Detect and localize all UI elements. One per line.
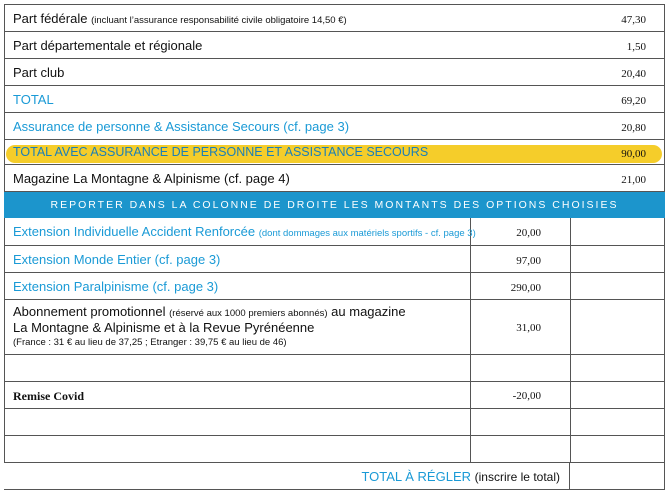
fee-amount: 20,40 — [621, 68, 646, 80]
option-label: Extension Monde Entier (cf. page 3) — [13, 252, 221, 267]
fee-label: TOTAL — [13, 92, 54, 107]
fee-row-departemental — [4, 32, 665, 59]
fee-amount: 21,00 — [621, 174, 646, 186]
total-regler-note: (inscrire le total) — [474, 470, 560, 484]
fee-label: Assurance de personne & Assistance Secours (cf. page 3) — [13, 119, 350, 134]
blank-row — [4, 436, 665, 463]
total-regler-row — [4, 463, 665, 490]
options-banner: REPORTER DANS LA COLONNE DE DROITE LES MONTANTS DES OPTIONS CHOISIES — [4, 192, 665, 218]
fee-row-magazine — [4, 165, 665, 192]
fee-row-total-assurance — [4, 140, 665, 165]
fee-row-assurance — [4, 113, 665, 140]
total-regler-label: TOTAL À RÉGLER — [361, 469, 472, 484]
fee-amount: 1,50 — [626, 41, 646, 53]
blank-row — [4, 355, 665, 382]
fee-row-club — [4, 59, 665, 86]
fee-label: Part départementale et régionale — [13, 38, 203, 53]
membership-fee-form — [4, 4, 665, 490]
fee-note: (incluant l’assurance responsabilité civile obligatoire 14,50 €) — [91, 15, 347, 26]
total-regler-input[interactable] — [570, 463, 664, 489]
option-amount: 97,00 — [516, 255, 541, 267]
fee-row-total — [4, 86, 665, 113]
fee-label: Part club — [13, 65, 65, 80]
option-row-accident — [4, 218, 665, 246]
option-amount: 290,00 — [510, 282, 541, 294]
remise-amount: -20,00 — [512, 390, 541, 402]
remise-row — [4, 382, 665, 409]
fee-amount: 90,00 — [621, 148, 646, 160]
fee-label: Part fédérale — [13, 11, 88, 26]
option-note: (dont dommages aux matériels sportifs - cf. page 3) — [258, 228, 476, 239]
fee-row-federal — [4, 4, 665, 32]
abonnement-note: (réservé aux 1000 premiers abonnés) — [169, 308, 328, 319]
abonnement-subtitle: La Montagne & Alpinisme et à la Revue Pyrénéenne — [13, 320, 315, 335]
abonnement-title-end: au magazine — [331, 304, 406, 319]
fee-amount: 69,20 — [621, 95, 646, 107]
fee-label: Magazine La Montagne & Alpinisme (cf. page 4) — [13, 171, 290, 186]
option-amount: 31,00 — [516, 322, 541, 334]
fee-amount: 47,30 — [621, 14, 646, 26]
option-row-abonnement — [4, 300, 665, 355]
abonnement-prices: (France : 31 € au lieu de 37,25 ; Etranger : 39,75 € au lieu de 46) — [13, 337, 287, 348]
fee-amount: 20,80 — [621, 122, 646, 134]
blank-row — [4, 409, 665, 436]
option-label: Extension Paralpinisme (cf. page 3) — [13, 279, 219, 294]
remise-label: Remise Covid — [13, 389, 84, 403]
abonnement-title: Abonnement promotionnel — [13, 304, 166, 319]
option-row-monde — [4, 246, 665, 273]
option-label: Extension Individuelle Accident Renforcée — [13, 224, 256, 239]
option-row-paralpinisme — [4, 273, 665, 300]
fee-label: TOTAL AVEC ASSURANCE DE PERSONNE ET ASSISTANCE SECOURS — [13, 145, 429, 159]
option-amount: 20,00 — [516, 227, 541, 239]
